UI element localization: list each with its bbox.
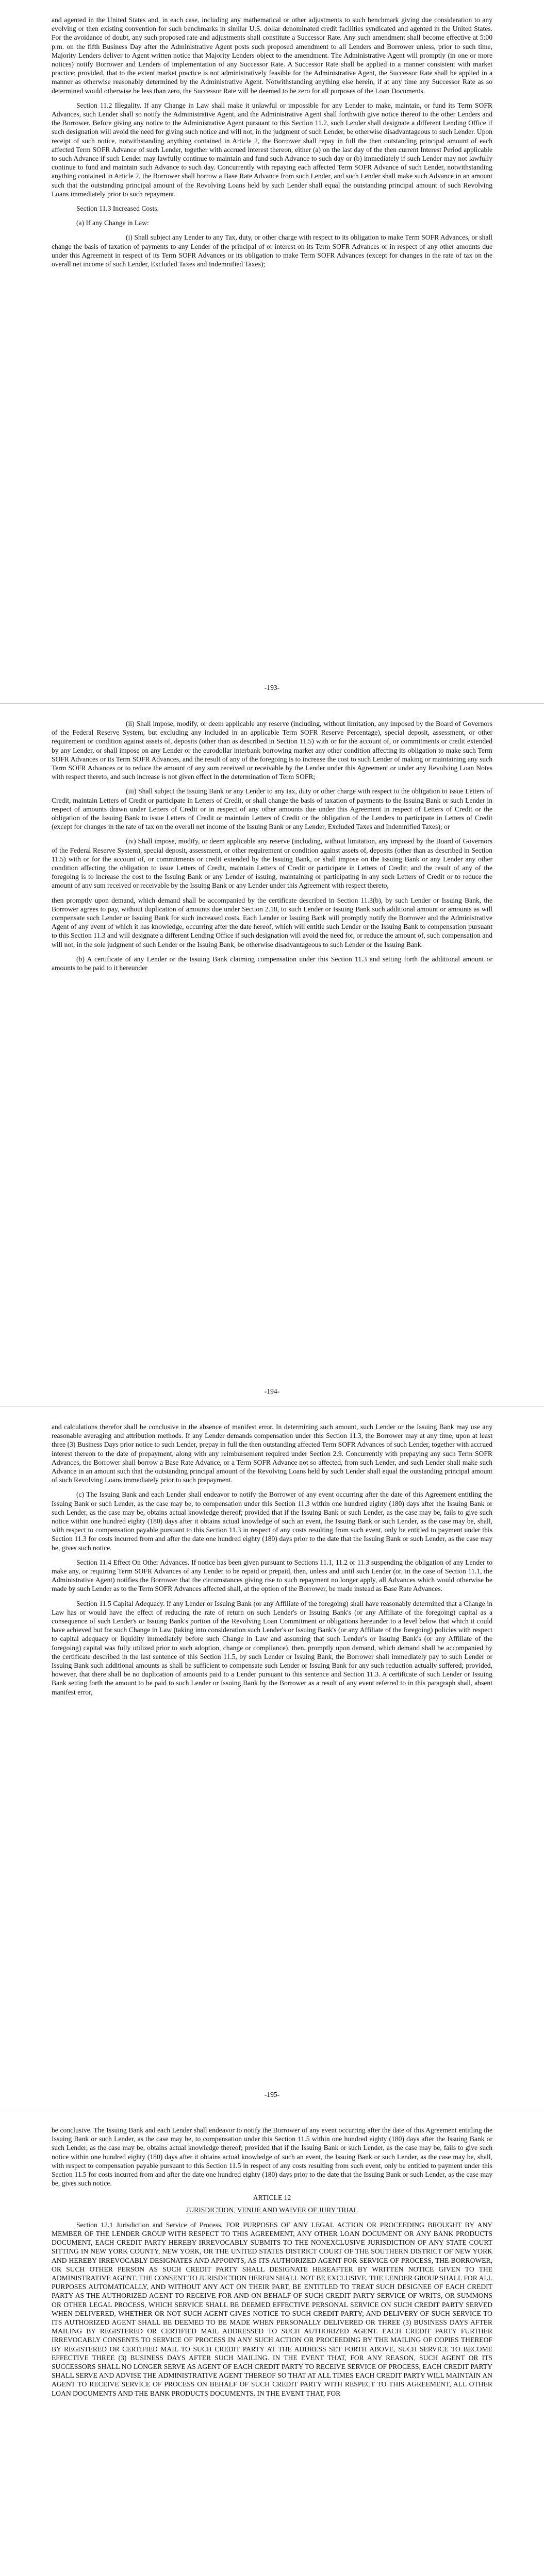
clause-iv: (iv) Shall impose, modify, or deem applicable any reserve (including, without limitation, any imposed by the Board of Governors of the Federal Reserve System), special deposit, assessment, or other requirement or condition against assets of, deposits (other than as described in Section 11.5) with or for the account of, or commitments or credit extended by the Issuing Bank, or shall impose on the Issuing Bank or any Lender any other condition affecting the obligation to issue Letters of Credit, maintain Letters of Credit or participate in Letters of Credit; and the result of any of the foregoing is to increase the cost to the Issuing Bank or any Lender of issuing, maintaining or participating in any such Letters of Credit or to reduce the amount of any sum received or receivable by the Issuing Bank or any Lender under this Agreement with respect thereto, xyxy=(52,837,492,890)
page-number: -193- xyxy=(264,684,280,691)
document-page xyxy=(0,2110,544,2576)
page-body xyxy=(52,15,492,680)
section-12-1-jurisdiction: Section 12.1 Jurisdiction and Service of Process. FOR PURPOSES OF ANY LEGAL ACTION OR PROCEEDING BROUGHT BY ANY MEMBER OF THE LENDER GROUP WITH RESPECT TO THIS AGREEMENT, ANY OTHER LOAN DOCUMENT OR ANY BANK PRODUCTS DOCUMENT, EACH CREDIT PARTY HEREBY IRREVOCABLY SUBMITS TO THE NONEXCLUSIVE JURISDICTION OF ANY STATE COURT SITTING IN NEW YORK COUNTY, NEW YORK, OR THE UNITED STATES DISTRICT COURT OF THE SOUTHERN DISTRICT OF NEW YORK AND HEREBY IRREVOCABLY DESIGNATES AND APPOINTS, AS ITS AUTHORIZED AGENT FOR SERVICE OF PROCESS, THE BORROWER, OR SUCH OTHER PERSON AS SUCH CREDIT PARTY SHALL DESIGNATE HEREAFTER BY WRITTEN NOTICE GIVEN TO THE ADMINISTRATIVE AGENT. THE CONSENT TO JURISDICTION HEREIN SHALL NOT BE EXCLUSIVE. THE LENDER GROUP SHALL FOR ALL PURPOSES AUTOMATICALLY, AND WITHOUT ANY ACT ON THEIR PART, BE ENTITLED TO TREAT SUCH DESIGNEE OF EACH CREDIT PARTY AS THE AUTHORIZED AGENT TO RECEIVE FOR AND ON BEHALF OF SUCH CREDIT PARTY SERVICE OF WRITS, OR SUMMONS OR OTHER LEGAL PROCESS, WHICH SERVICE SHALL BE DEEMED EFFECTIVE PERSONAL SERVICE ON SUCH CREDIT PARTY SERVED WHEN DELIVERED, WHETHER OR NOT SUCH AGENT GIVES NOTICE TO SUCH CREDIT PARTY; AND DELIVERY OF SUCH SERVICE TO ITS AUTHORIZED AGENT SHALL BE DEEMED TO BE MADE WHEN PERSONALLY DELIVERED OR THREE (3) BUSINESS DAYS AFTER MAILING BY REGISTERED OR CERTIFIED MAIL ADDRESSED TO SUCH AUTHORIZED AGENT. EACH CREDIT PARTY FURTHER IRREVOCABLY CONSENTS TO SERVICE OF PROCESS IN ANY SUCH ACTION OR PROCEEDING BY THE MAILING OF COPIES THEREOF BY REGISTERED OR CERTIFIED MAIL TO SUCH CREDIT PARTY AT THE ADDRESS SET FORTH ABOVE, SUCH SERVICE TO BECOME EFFECTIVE THREE (3) BUSINESS DAYS AFTER SUCH MAILING. IN THE EVENT THAT, FOR ANY REASON, SUCH AGENT OR ITS SUCCESSORS SHALL NO LONGER SERVE AS AGENT OF EACH CREDIT PARTY TO RECEIVE SERVICE OF PROCESS, EACH CREDIT PARTY SHALL SERVE AND ADVISE THE ADMINISTRATIVE AGENT THEREOF SO THAT AT ALL TIMES EACH CREDIT PARTY WILL MAINTAIN AN AGENT TO RECEIVE SERVICE OF PROCESS ON BEHALF OF SUCH CREDIT PARTY WITH RESPECT TO THIS AGREEMENT, ALL OTHER LOAN DOCUMENTS AND THE BANK PRODUCTS DOCUMENTS. IN THE EVENT THAT, FOR xyxy=(52,2221,492,2397)
clause-ii: (ii) Shall impose, modify, or deem applicable any reserve (including, without limitation, any imposed by the Board of Governors of the Federal Reserve System, but excluding any included in an applicable Term SOFR Reserve Percentage), special deposit, assessment, or other requirement or condition against assets of, deposits (other than as described in Section 11.5) with or for the account of, or commitments or credit extended by any Lender, or shall impose on any Lender or the eurodollar interbank borrowing market any other condition affecting its obligation to make such Term SOFR Advances or its Term SOFR Advances, and the result of any of the foregoing is to increase the cost to such Lender of making or maintaining any such Term SOFR Advances or to reduce the amount of any sum received or receivable by the Lender under this Agreement or under any Revolving Loan Notes with respect thereto, and such increase is not given effect in the determination of Term SOFR; xyxy=(52,720,492,781)
article-heading: ARTICLE 12 xyxy=(253,2194,291,2202)
document-page xyxy=(0,703,544,1406)
section-11-3-heading: Section 11.3 Increased Costs. xyxy=(76,205,159,213)
paragraph: then promptly upon demand, which demand shall be accompanied by the certificate described in Section 11.3(b), by such Lender or Issuing Bank, the Borrower agrees to pay, without duplication of amounts due under Section 2.18, to such Lender or Issuing Bank such additional amount or amounts as will compensate such Lender or Issuing Bank for such increased costs. Each Lender or Issuing Bank will promptly notify the Borrower and the Administrative Agent of any event of which it has knowledge, occurring after the date hereof, which will entitle such Lender or the Issuing Bank to compensation pursuant to this Section 11.3 and will designate a different Lending Office if such designation will avoid the need for, or reduce the amount of, such compensation and will not, in the sole judgment of such Lender or the Issuing Bank, be otherwise disadvantageous to such Lender or the Issuing Bank. xyxy=(52,896,492,948)
clause-i: (i) Shall subject any Lender to any Tax, duty, or other charge with respect to its obligation to make Term SOFR Advances, or shall change the basis of taxation of payments to any Lender of the principal of or interest on its Term SOFR Advances or in respect of any other amounts due under this Agreement in respect of its Term SOFR Advances or its obligation to make Term SOFR Advances (except for changes in the rate of tax on the overall net income of such Lender, Excluded Taxes and Indemnified Taxes); xyxy=(52,233,492,268)
page-body xyxy=(52,719,492,1384)
section-11-4-effect-on-other-advances: Section 11.4 Effect On Other Advances. If notice has been given pursuant to Sections 11.1, 11.2 or 11.3 suspending the obligation of any Lender to make any, or requiring Term SOFR Advances of any Lender to be repaid or prepaid, then, unless and until such Lender (or, in the case of Section 11.1, the Administrative Agent) notifies the Borrower that the circumstances giving rise to such repayment no longer apply, all Advances which would otherwise be made by such Lender as to the Term SOFR Advances affected shall, at the option of the Borrower, be made instead as Base Rate Advances. xyxy=(52,1558,492,1593)
page-body xyxy=(52,2126,492,2576)
page-number: -194- xyxy=(264,1387,280,1395)
subsection-b: (b) A certificate of any Lender or the Issuing Bank claiming compensation under this Section 11.3 and setting forth the additional amount or amounts to be paid to it hereunder xyxy=(52,955,492,972)
subsection-c: (c) The Issuing Bank and each Lender shall endeavor to notify the Borrower of any event occurring after the date of this Agreement entitling the Issuing Bank or such Lender, as the case may be, to compensation under this Section 11.3 within one hundred eighty (180) days after the Issuing Bank or such Lender, as the case may be, obtains actual knowledge thereof; provided that if the Issuing Bank or such Lender, as the case may be, fails to give such notice within one hundred eighty (180) days after it obtains actual knowledge of such an event, the Issuing Bank or such Lender, as the case may be, shall, with respect to compensation payable pursuant to this Section 11.3 in respect of any costs resulting from such event, only be entitled to payment under this Section 11.3 for costs incurred from and after the date one hundred eighty (180) days prior to the date that the Issuing Bank or such Lender, as the case may be, gives such notice. xyxy=(52,1490,492,1552)
subsection-a: (a) If any Change in Law: xyxy=(76,219,149,227)
section-11-2-illegality: Section 11.2 Illegality. If any Change in Law shall make it unlawful or impossible for any Lender to make, maintain, or fund its Term SOFR Advances, such Lender shall so notify the Administrative Agent, and the Administrative Agent shall forthwith give notice thereof to the other Lenders and the Borrower. Before giving any notice to the Administrative Agent pursuant to this Section 11.2, such Lender shall designate a different Lending Office if such designation will avoid the need for giving such notice and will not, in the judgment of such Lender, be otherwise disadvantageous to such Lender. Upon receipt of such notice, notwithstanding anything contained in Article 2, the Borrower shall repay in full the then outstanding principal amount of each affected Term SOFR Advance of such Lender, together with accrued interest thereon, either (a) on the last day of the then current Interest Period applicable to such Advance if such Lender may lawfully continue to maintain and fund such Advance to such day or (b) immediately if such Lender may not lawfully continue to fund and maintain such Advance to such day. Concurrently with repaying each affected Term SOFR Advance of such Lender, notwithstanding anything contained in Article 2, the Borrower shall borrow a Base Rate Advance from such Lender, and such Lender shall make such Advance in an amount such that the outstanding principal amount of the Revolving Loans held by such Lender shall equal the outstanding principal amount of such Revolving Loans immediately prior to such repayment. xyxy=(52,101,492,198)
paragraph: and agented in the United States and, in each case, including any mathematical or other adjustments to such benchmark giving due consideration to any evolving or then existing convention for such benchmarks in similar U.S. dollar denominated credit facilities syndicated and agented in the United States. For the avoidance of doubt, any such proposed rate and adjustments shall constitute a Successor Rate. Any such amendment shall become effective at 5:00 p.m. on the fifth Business Day after the Administrative Agent posts such proposed amendment to all Lenders and Borrower unless, prior to such time, Majority Lenders deliver to Agent written notice that Majority Lenders object to the amendment. The Administrative Agent will promptly (in one or more notices) notify Borrower and Lenders of implementation of any Successor Rate. A Successor Rate shall be applied in a manner consistent with market practice; provided, that to the extent market practice is not administratively feasible for the Administrative Agent, the Successor Rate shall be applied in a manner as otherwise reasonably determined by the Administrative Agent. Notwithstanding anything else herein, if at any time any Successor Rate as so determined would otherwise be less than zero, the Successor Rate will be deemed to be zero for all purposes of the Loan Documents. xyxy=(52,16,492,95)
paragraph: be conclusive. The Issuing Bank and each Lender shall endeavor to notify the Borrower of any event occurring after the date of this Agreement entitling the Issuing Bank or such Lender, as the case may be, to compensation under this Section 11.5 within one hundred eighty (180) days after the Issuing Bank or such Lender, as the case may be, obtains actual knowledge thereof; provided that if the Issuing Bank or such Lender, as the case may be, fails to give such notice within one hundred eighty (180) days after it obtains actual knowledge of such an event, the Issuing Bank or such Lender, as the case may be, shall, with respect to compensation payable pursuant to this Section 11.5 in respect of any costs resulting from such event, only be entitled to payment under this Section 11.5 for costs incurred from and after the date one hundred eighty (180) days prior to the date that the Issuing Bank or such Lender, as the case may be, gives such notice. xyxy=(52,2126,492,2188)
document-page xyxy=(0,1406,544,2110)
section-11-5-capital-adequacy: Section 11.5 Capital Adequacy. If any Lender or Issuing Bank (or any Affiliate of the foregoing) shall have reasonably determined that a Change in Law has or would have the effect of reducing the rate of return on such Lender's or Issuing Bank's (or any Affiliate of the foregoing) capital as a consequence of such Lender's or Issuing Bank's portion of the Revolving Loan Commitment or obligations hereunder to a level below that which it could have achieved but for such Change in Law (taking into consideration such Lender's or Issuing Bank's (or any Affiliate of the foregoing) policies with respect to capital adequacy or liquidity immediately before such Change in Law and assuming that such Lender's or Issuing Bank's (or any Affiliate of the foregoing) capital was fully utilized prior to such adoption, change or compliance), then, promptly upon demand, which demand shall be accompanied by the certificate described in the last sentence of this Section 11.5, by such Lender or Issuing Bank, the Borrower shall immediately pay to such Lender or Issuing Bank such additional amounts as shall be sufficient to compensate such Lender or Issuing Bank for any such reduction actually suffered; provided, however, that there shall be no duplication of amounts paid to a Lender pursuant to this sentence and Section 11.3. A certificate of such Lender or Issuing Bank setting forth the amount to be paid to such Lender or Issuing Bank by the Borrower as a result of any event referred to in this paragraph shall, absent manifest error, xyxy=(52,1599,492,1696)
page-body xyxy=(52,1422,492,2087)
clause-iii: (iii) Shall subject the Issuing Bank or any Lender to any tax, duty or other charge with respect to the obligation to issue Letters of Credit, maintain Letters of Credit or participate in Letters of Credit, or shall change the basis of taxation of payments to the Issuing Bank or such Lender in respect of amounts drawn under Letters of Credit or in respect of any other amounts due under this Agreement in respect of Letters of Credit or the obligation of the Issuing Bank to issue Letters of Credit or maintain Letters of Credit or the obligation of the Lenders to participate in Letters of Credit (except for changes in the rate of tax on the overall net income of the Issuing Bank or any Lender, Excluded Taxes and Indemnified Taxes); or xyxy=(52,787,492,831)
document-page xyxy=(0,0,544,703)
page-number: -195- xyxy=(264,2091,280,2098)
paragraph: and calculations therefor shall be conclusive in the absence of manifest error. In determining such amount, such Lender or the Issuing Bank may use any reasonable averaging and attribution methods. If any Lender demands compensation under this Section 11.3, the Borrower may at any time, upon at least three (3) Business Days prior notice to such Lender, prepay in full the then outstanding affected Term SOFR Advances of such Lender, together with accrued interest thereon to the date of prepayment, along with any reimbursement required under Section 2.9. Concurrently with prepaying any such Term SOFR Advances, the Borrower shall borrow a Base Rate Advance, or a Term SOFR Advance not so affected, from such Lender, and such Lender shall make such Advance in an amount such that the outstanding principal amount of the Revolving Loans held by such Lender shall equal the outstanding principal amount of such Revolving Loans immediately prior to such prepayment. xyxy=(52,1423,492,1484)
article-title: JURISDICTION, VENUE AND WAIVER OF JURY TRIAL xyxy=(186,2206,358,2214)
